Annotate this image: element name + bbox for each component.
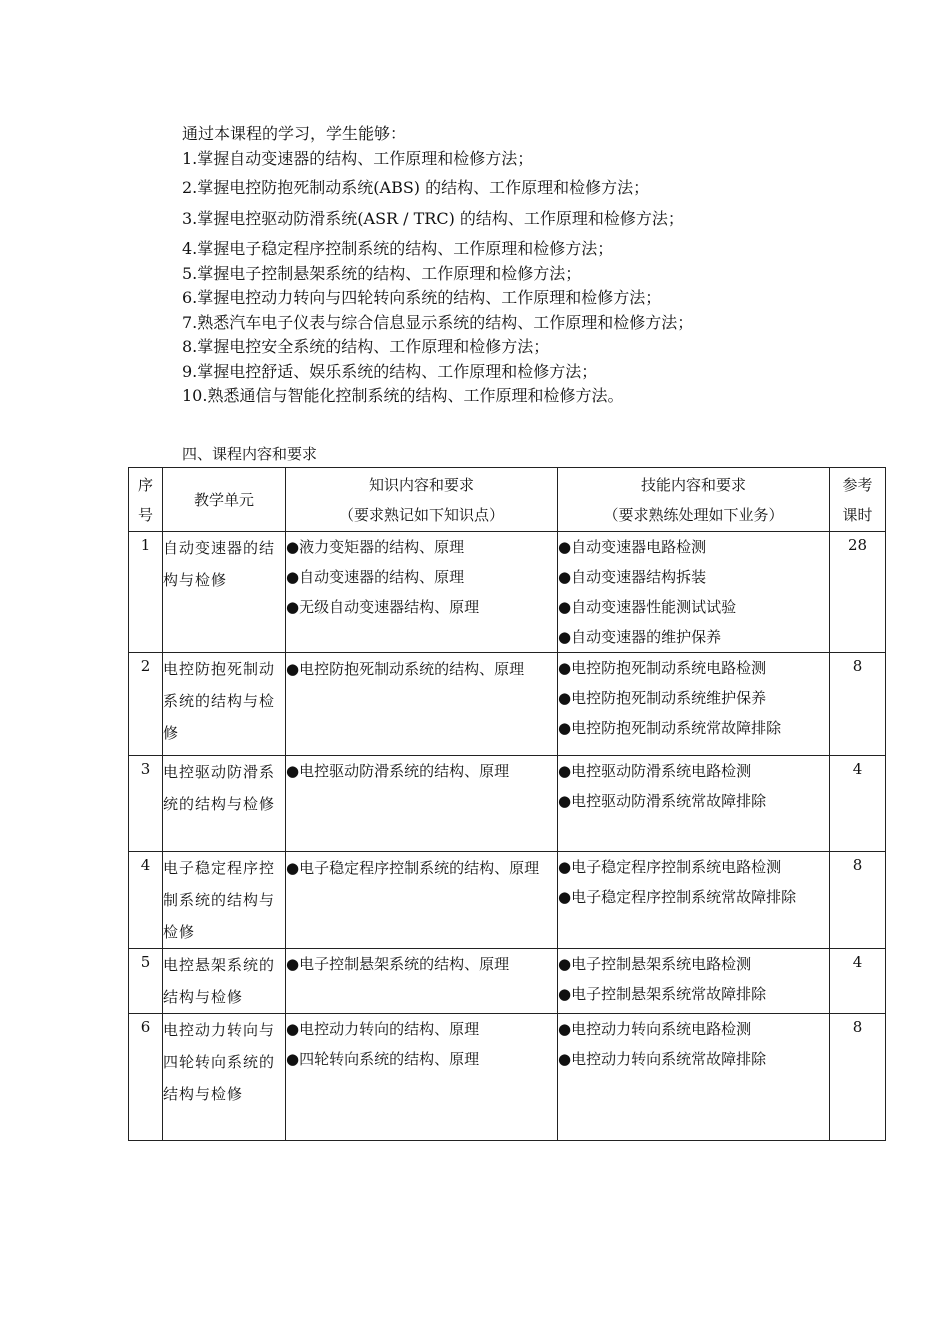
- header-no: [129, 468, 163, 532]
- header-knowledge: [286, 468, 558, 532]
- section-title: 四、课程内容和要求: [182, 445, 318, 463]
- objective-item: 1.掌握自动变速器的结构、工作原理和检修方法；: [182, 148, 534, 168]
- objective-item: 8.掌握电控安全系统的结构、工作原理和检修方法；: [182, 337, 550, 356]
- objective-item: 2.掌握电控防抱死制动系统(ABS) 的结构、工作原理和检修方法；: [182, 178, 650, 197]
- header-knowledge-title: 知识内容和要求: [368, 475, 474, 494]
- objective-item: 7.熟悉汽车电子仪表与综合信息显示系统的结构、工作原理和检修方法；: [182, 312, 694, 332]
- skill-item: ●电子控制悬架系统常故障排除: [558, 985, 767, 1003]
- skill-item: ●电控驱动防滑系统电路检测: [558, 762, 752, 780]
- objectives-lead: 通过本课程的学习，学生能够：: [182, 124, 407, 143]
- row-no: 6: [129, 1014, 163, 1141]
- row-knowledge: [286, 949, 558, 1014]
- row-unit: 电控防抱死制动系统的结构与检修: [163, 653, 286, 756]
- skill-item: ●电控动力转向系统常故障排除: [558, 1050, 767, 1068]
- row-no: 2: [129, 653, 163, 756]
- table-row: [129, 949, 886, 1014]
- skill-item: ●电控驱动防滑系统常故障排除: [558, 792, 767, 810]
- objective-item: 3.掌握电控驱动防滑系统(ASR / TRC) 的结构、工作原理和检修方法；: [182, 208, 684, 228]
- row-skill: [558, 852, 830, 949]
- knowledge-item: ●自动变速器的结构、原理: [286, 568, 465, 586]
- skill-item: ●电子稳定程序控制系统电路检测: [558, 858, 782, 876]
- skill-item: ●电控动力转向系统电路检测: [558, 1020, 752, 1038]
- row-no: 5: [129, 949, 163, 1014]
- row-unit: 电控动力转向与四轮转向系统的结构与检修: [163, 1014, 286, 1141]
- header-skill-title: 技能内容和要求: [640, 475, 746, 494]
- row-hours: 28: [830, 532, 886, 653]
- header-skill: [558, 468, 830, 532]
- row-skill: [558, 653, 830, 756]
- row-hours: 8: [830, 1014, 886, 1141]
- header-unit: 教学单元: [163, 468, 286, 532]
- skill-item: ●自动变速器电路检测: [558, 538, 707, 556]
- row-hours: 8: [830, 653, 886, 756]
- header-knowledge-note: （要求熟记如下知识点）: [338, 505, 504, 524]
- course-content-table: [128, 467, 886, 1141]
- table-row: [129, 756, 886, 852]
- skill-item: ●电子控制悬架系统电路检测: [558, 955, 752, 973]
- skill-item: ●自动变速器性能测试试验: [558, 598, 737, 616]
- table-row: [129, 653, 886, 756]
- row-no: 3: [129, 756, 163, 852]
- row-hours: 4: [830, 756, 886, 852]
- table-header-row: [129, 468, 886, 532]
- knowledge-item: ●无级自动变速器结构、原理: [286, 598, 480, 616]
- row-unit: 自动变速器的结构与检修: [163, 532, 286, 653]
- row-skill: [558, 1014, 830, 1141]
- row-knowledge: [286, 756, 558, 852]
- row-no: 1: [129, 532, 163, 653]
- header-no-line: 号: [137, 505, 153, 524]
- row-unit: 电控悬架系统的结构与检修: [163, 949, 286, 1014]
- row-knowledge: [286, 852, 558, 949]
- row-skill: [558, 532, 830, 653]
- row-knowledge: [286, 1014, 558, 1141]
- skill-item: ●电控防抱死制动系统常故障排除: [558, 719, 782, 737]
- row-hours: 4: [830, 949, 886, 1014]
- row-hours: 8: [830, 852, 886, 949]
- table-row: [129, 852, 886, 949]
- objective-item: 4.掌握电子稳定程序控制系统的结构、工作原理和检修方法；: [182, 239, 614, 258]
- row-skill: [558, 756, 830, 852]
- skill-item: ●电控防抱死制动系统电路检测: [558, 659, 767, 677]
- knowledge-item: ●电子控制悬架系统的结构、原理: [286, 955, 510, 973]
- row-knowledge: [286, 532, 558, 653]
- skill-item: ●电控防抱死制动系统维护保养: [558, 689, 767, 707]
- skill-item: ●自动变速器的维护保养: [558, 628, 722, 646]
- row-skill: [558, 949, 830, 1014]
- header-no-line: 序: [137, 475, 153, 494]
- objective-item: 10.熟悉通信与智能化控制系统的结构、工作原理和检修方法。: [182, 386, 624, 405]
- knowledge-item: ●电控动力转向的结构、原理: [286, 1020, 480, 1038]
- header-hours-line: 参考: [842, 475, 873, 494]
- table-row: [129, 532, 886, 653]
- knowledge-item: ●电控驱动防滑系统的结构、原理: [286, 762, 510, 780]
- knowledge-item: ●电子稳定程序控制系统的结构、原理: [286, 859, 540, 877]
- row-unit: 电控驱动防滑系统的结构与检修: [163, 756, 286, 852]
- row-unit: 电子稳定程序控制系统的结构与检修: [163, 852, 286, 949]
- objective-item: 5.掌握电子控制悬架系统的结构、工作原理和检修方法；: [182, 263, 582, 283]
- course-objectives: [182, 122, 693, 409]
- skill-item: ●自动变速器结构拆装: [558, 568, 707, 586]
- table-row: [129, 1014, 886, 1141]
- knowledge-item: ●液力变矩器的结构、原理: [286, 538, 465, 556]
- row-no: 4: [129, 852, 163, 949]
- knowledge-item: ●四轮转向系统的结构、原理: [286, 1050, 480, 1068]
- header-skill-note: （要求熟练处理如下业务）: [603, 505, 784, 524]
- knowledge-item: ●电控防抱死制动系统的结构、原理: [286, 660, 525, 678]
- objective-item: 9.掌握电控舒适、娱乐系统的结构、工作原理和检修方法；: [182, 361, 598, 381]
- skill-item: ●电子稳定程序控制系统常故障排除: [558, 888, 797, 906]
- header-hours: [830, 468, 886, 532]
- header-hours-line: 课时: [842, 505, 873, 524]
- objective-item: 6.掌握电控动力转向与四轮转向系统的结构、工作原理和检修方法；: [182, 288, 662, 307]
- row-knowledge: [286, 653, 558, 756]
